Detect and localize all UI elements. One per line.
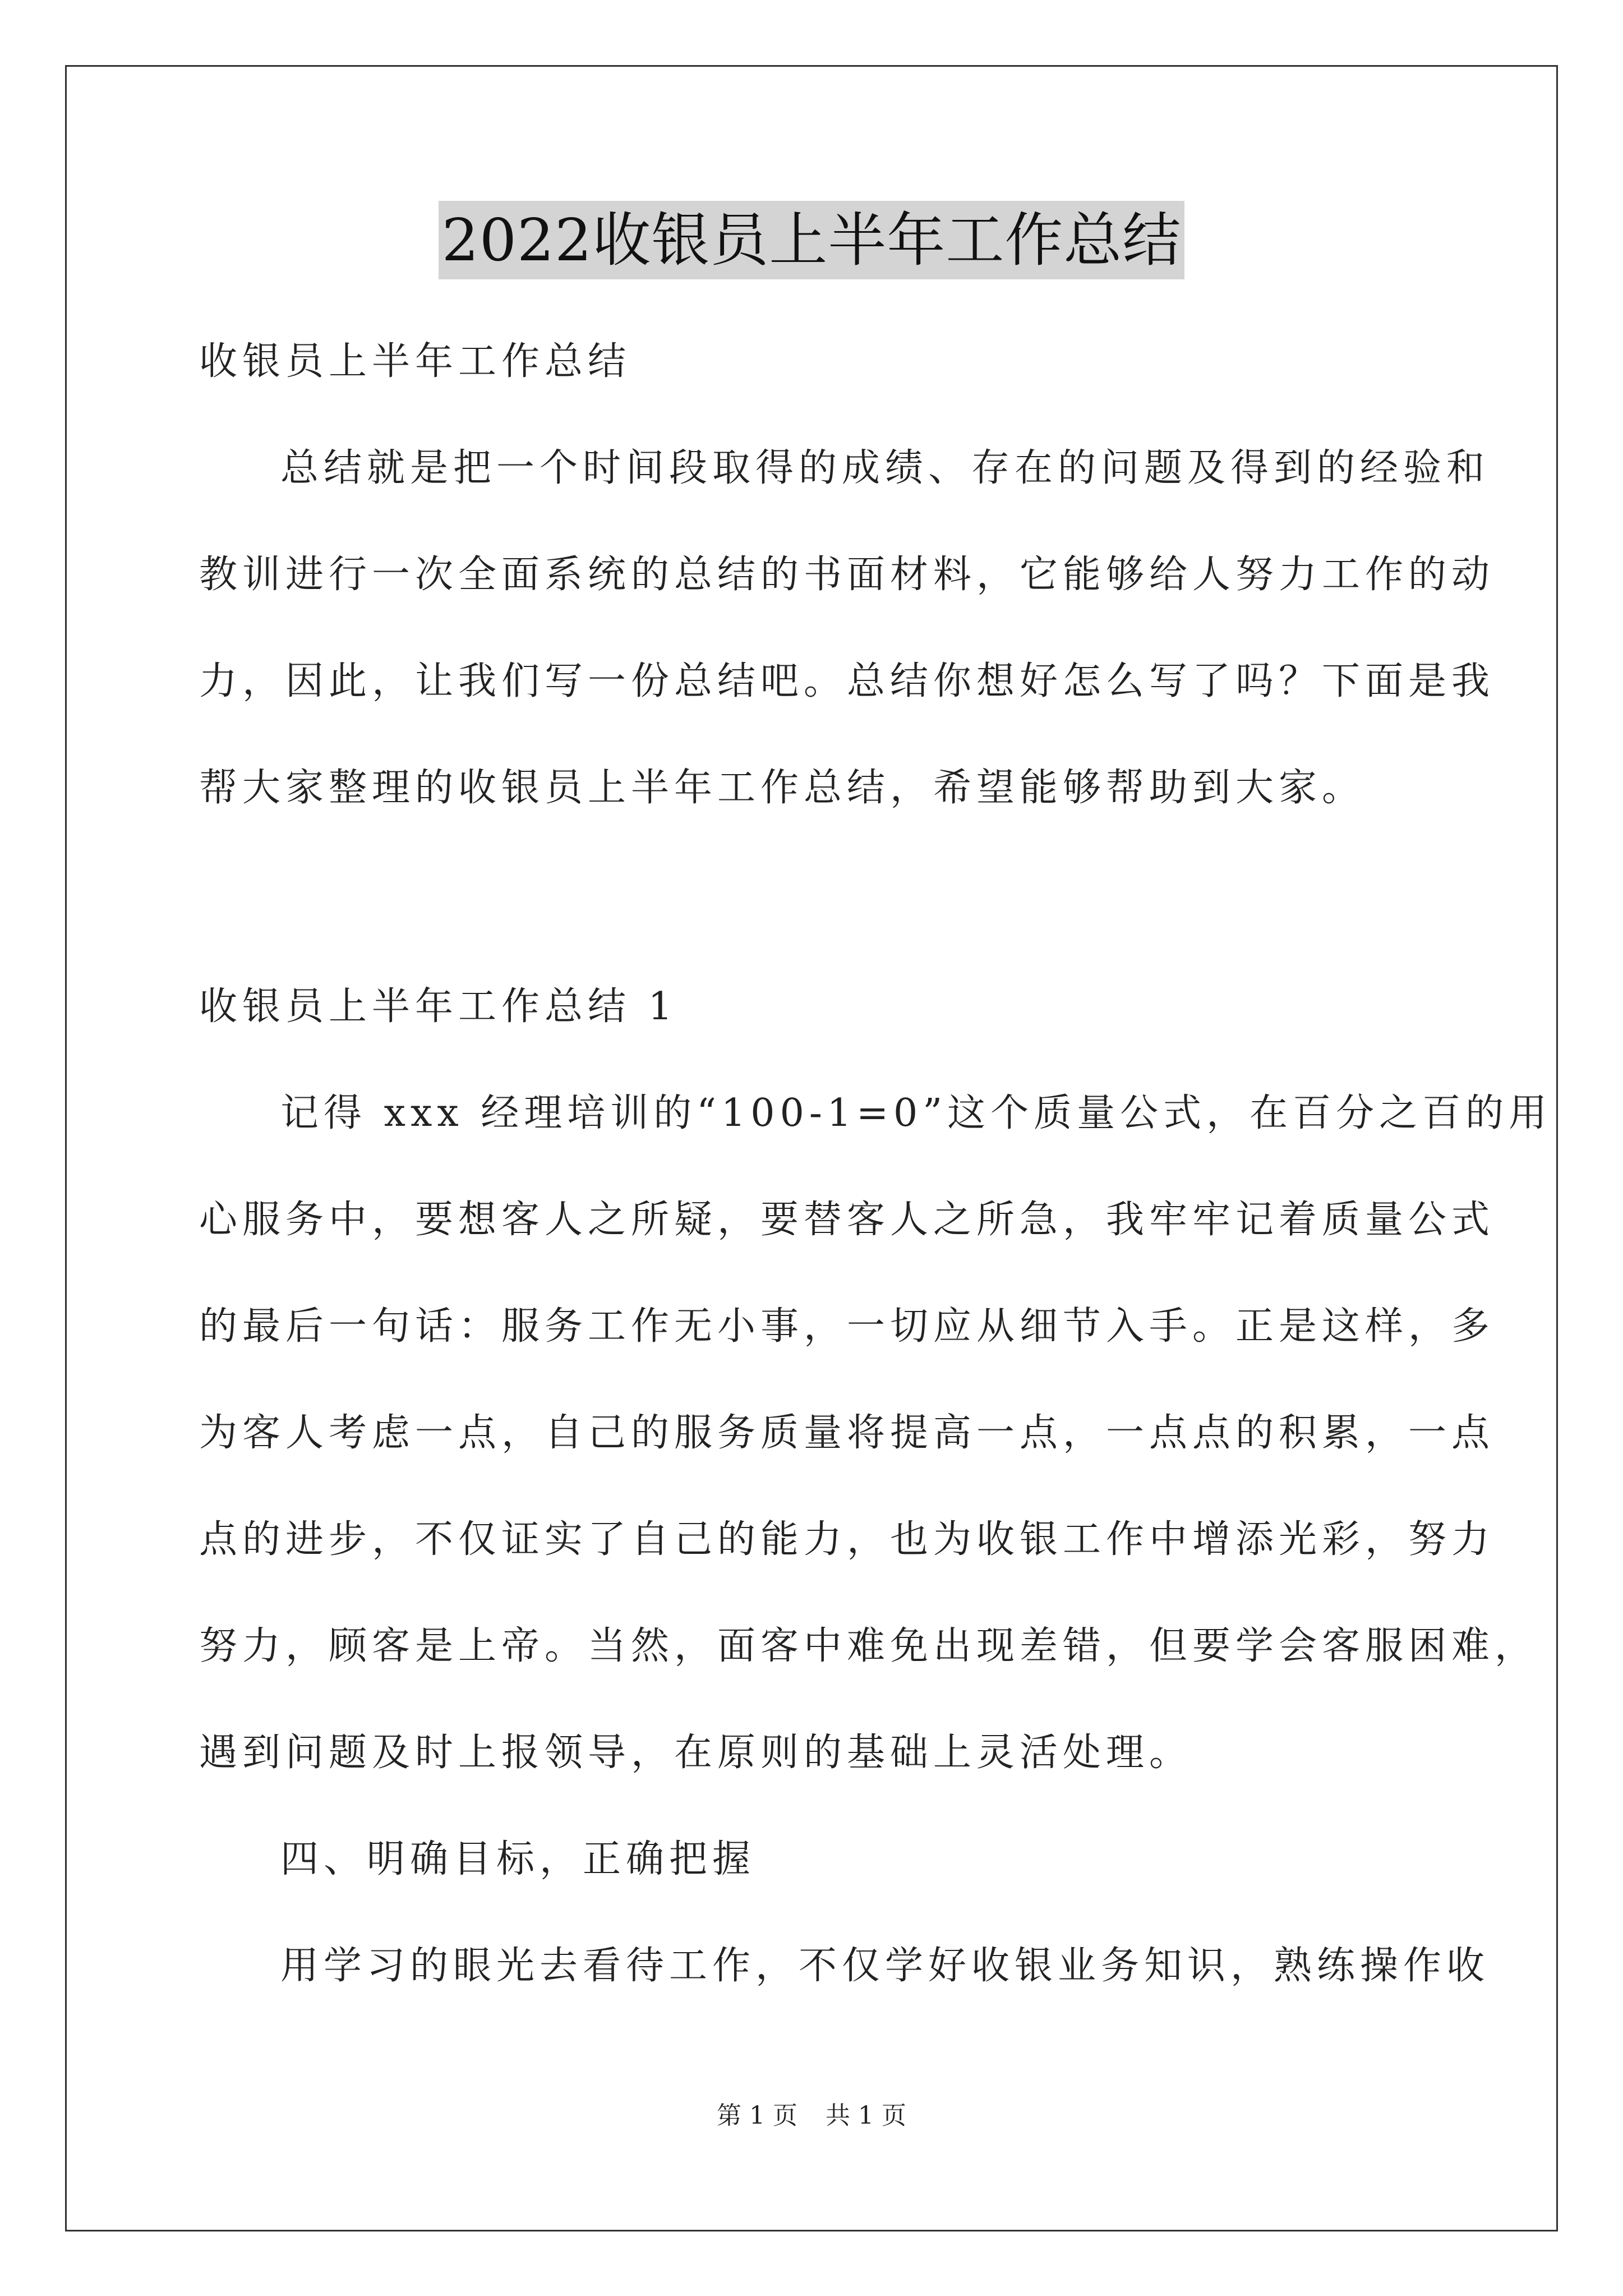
- section1-line-4: 为客人考虑一点，自己的服务质量将提高一点，一点点的积累，一点: [199, 1411, 1495, 1455]
- title-container: [0, 201, 1623, 279]
- intro-line-3: 力，因此，让我们写一份总结吧。总结你想好怎么写了吗？下面是我: [199, 659, 1495, 703]
- section1-line-3: 的最后一句话：服务工作无小事，一切应从细节入手。正是这样，多: [199, 1304, 1495, 1349]
- section1-line-5: 点的进步，不仅证实了自己的能力，也为收银工作中增添光彩，努力: [199, 1517, 1495, 1562]
- body-last-line: 用学习的眼光去看待工作，不仅学好收银业务知识，熟练操作收: [280, 1944, 1490, 1988]
- intro-line-4: 帮大家整理的收银员上半年工作总结，希望能够帮助到大家。: [199, 766, 1366, 810]
- document-body: [199, 309, 1552, 2019]
- section1-heading: 收银员上半年工作总结 1: [199, 984, 677, 1029]
- section1-line-2: 心服务中，要想客人之所疑，要替客人之所急，我牢牢记着质量公式: [199, 1198, 1495, 1242]
- paragraph-gap: [199, 841, 1467, 954]
- subheading-four: 四、明确目标，正确把握: [280, 1837, 756, 1881]
- page-number-current: 第 1 页: [717, 2101, 797, 2130]
- intro-line-2: 教训进行一次全面系统的总结的书面材料，它能够给人努力工作的动: [199, 553, 1495, 597]
- section1-line-6: 努力，顾客是上帝。当然，面客中难免出现差错，但要学会客服困难，: [199, 1624, 1538, 1668]
- intro-heading: 收银员上半年工作总结: [199, 339, 631, 384]
- section1-line-7: 遇到问题及时上报领导，在原则的基础上灵活处理。: [199, 1731, 1193, 1775]
- page-footer: [0, 2095, 1623, 2131]
- document-title: 2022收银员上半年工作总结: [439, 201, 1185, 279]
- section1-line-1: 记得 xxx 经理培训的“100-1=0”这个质量公式，在百分之百的用: [280, 1091, 1552, 1135]
- intro-line-1: 总结就是把一个时间段取得的成绩、存在的问题及得到的经验和: [280, 446, 1490, 490]
- page-number-total: 共 1 页: [826, 2101, 906, 2130]
